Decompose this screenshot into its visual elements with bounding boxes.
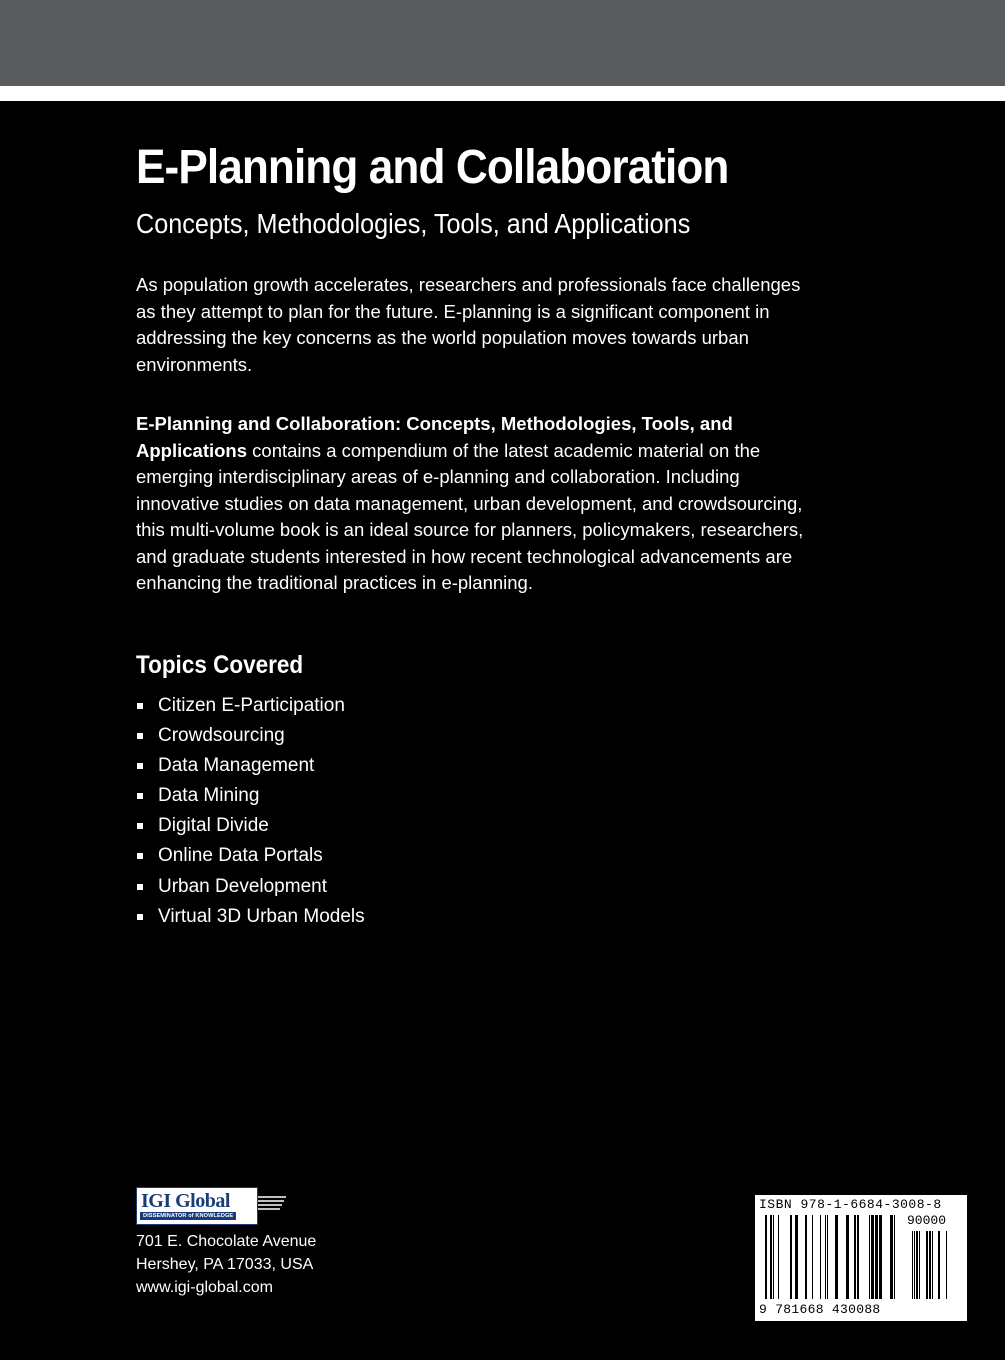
list-item: Digital Divide xyxy=(136,811,365,841)
logo-tagline: DISSEMINATOR of KNOWLEDGE xyxy=(140,1212,236,1220)
logo-name: IGI Global xyxy=(141,1190,230,1212)
publisher-address xyxy=(136,1230,316,1299)
list-item: Citizen E-Participation xyxy=(136,691,365,721)
igi-global-logo xyxy=(136,1187,286,1225)
address-line-1: 701 E. Chocolate Avenue xyxy=(136,1233,317,1250)
isbn-barcode xyxy=(755,1195,967,1321)
square-bullet-icon xyxy=(137,703,143,709)
description-bold-title: E-Planning and Collaboration: Concepts, Methodologies, Tools, and Applications xyxy=(136,413,733,461)
list-item: Crowdsourcing xyxy=(136,721,365,751)
publisher-website: www.igi-global.com xyxy=(136,1279,273,1296)
description-paragraph xyxy=(136,411,816,597)
price-code: 90000 xyxy=(907,1213,947,1228)
square-bullet-icon xyxy=(137,793,143,799)
book-title: E-Planning and Collaboration xyxy=(136,141,729,194)
ean-number: 9 781668 430088 xyxy=(759,1302,881,1317)
square-bullet-icon xyxy=(137,914,143,920)
list-item: Virtual 3D Urban Models xyxy=(136,902,365,932)
intro-paragraph: As population growth accelerates, researchers and professionals face challenges as they attempt to plan for the future. E-planning is a significant component in addressing the key concerns as the world population moves towards urban environments. xyxy=(136,274,801,375)
list-item: Data Management xyxy=(136,751,365,781)
topics-heading: Topics Covered xyxy=(136,651,304,679)
logo-lines-icon xyxy=(258,1195,288,1215)
square-bullet-icon xyxy=(137,884,143,890)
top-color-band xyxy=(0,0,1005,86)
description-text: contains a compendium of the latest academic material on the emerging interdisciplinary areas of e-planning and collaboration. Including innovative studies on data management, urban development, and crowdsourcing, this multi-volume book is an ideal source for planners, policymakers, researchers, and graduate students interested in how recent technological advancements are enhancing the traditional practices in e-planning. xyxy=(136,439,804,593)
square-bullet-icon xyxy=(137,853,143,859)
square-bullet-icon xyxy=(137,763,143,769)
address-line-2: Hershey, PA 17033, USA xyxy=(136,1256,314,1273)
isbn-number: ISBN 978-1-6684-3008-8 xyxy=(759,1197,942,1212)
list-item: Online Data Portals xyxy=(136,841,365,871)
book-subtitle: Concepts, Methodologies, Tools, and Applications xyxy=(136,208,691,239)
barcode-bars-icon xyxy=(761,1215,961,1303)
list-item: Data Mining xyxy=(136,781,365,811)
square-bullet-icon xyxy=(137,733,143,739)
white-divider-line xyxy=(0,86,1005,101)
square-bullet-icon xyxy=(137,823,143,829)
list-item: Urban Development xyxy=(136,872,365,902)
topics-list xyxy=(136,691,365,932)
